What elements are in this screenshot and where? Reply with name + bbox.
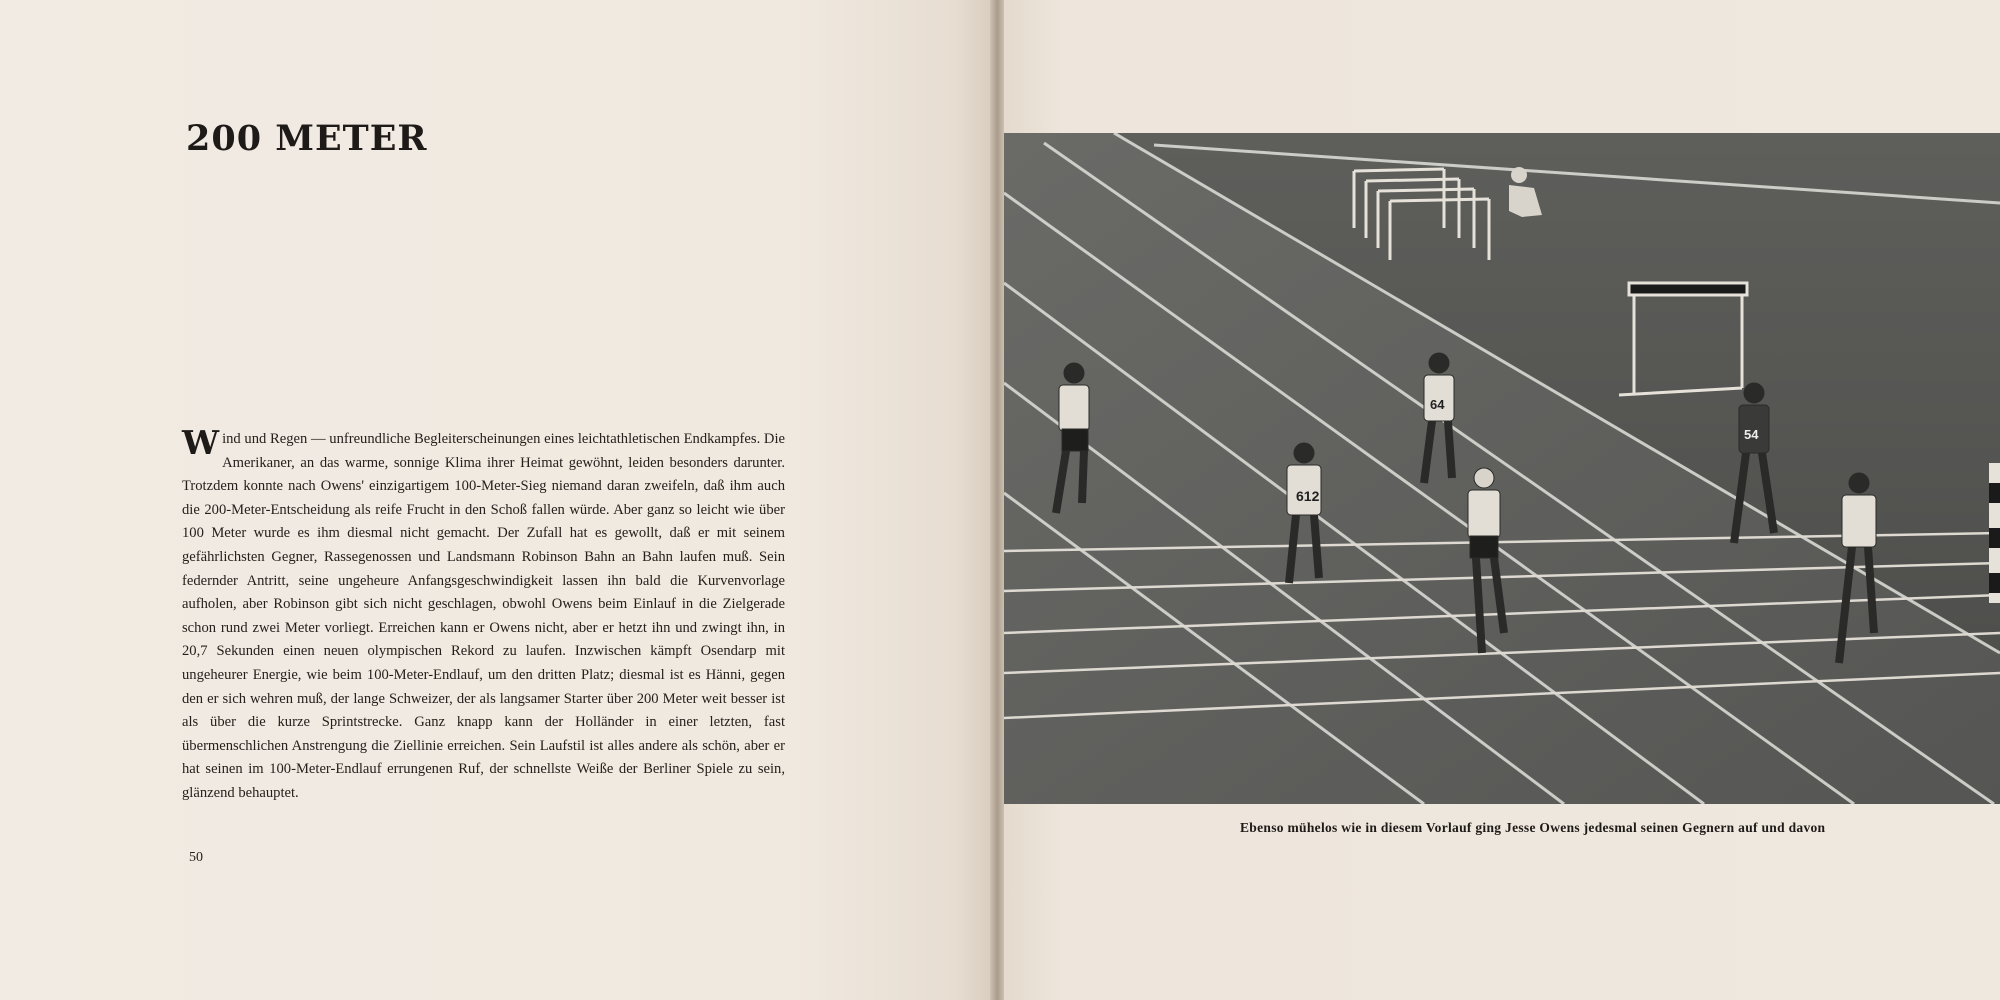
left-page bbox=[0, 0, 995, 1000]
photo-caption: Ebenso mühelos wie in diesem Vorlauf ging Jesse Owens jedesmal seinen Gegnern auf und davon bbox=[1240, 820, 1826, 835]
bib-number: 54 bbox=[1744, 427, 1759, 442]
body-paragraph bbox=[182, 423, 785, 806]
corner-flag-post bbox=[1989, 463, 2000, 603]
chapter-heading: 200 METER bbox=[186, 118, 428, 159]
race-photograph bbox=[1004, 133, 2000, 804]
drop-cap: W bbox=[182, 423, 220, 462]
bib-number: 612 bbox=[1296, 488, 1320, 504]
page-number: 50 bbox=[189, 850, 203, 865]
bib-number: 64 bbox=[1430, 397, 1445, 412]
body-text bbox=[182, 423, 785, 806]
paragraph-text: ind und Regen — unfreundliche Begleiterscheinungen eines leichtathletischen Endkampfes. Die Amerikaner, an das warme, sonnige Klima ihrer Heimat gewöhnt, leiden besonders darunter. Trotzdem konnte nach Owens' einzigartigem 100-Meter-Sieg niemand daran zweifeln, daß ihm auch die 200-Meter-Entscheidung als reife Frucht in den Schoß fallen würde. Aber ganz so leicht wie über 100 Meter wurde es ihm diesmal nicht gemacht. Der Zufall hat es gewollt, daß er mit seinem gefährlichsten Gegner, Rassegenossen und Landsmann Robinson Bahn an Bahn laufen muß. Sein federnder Antritt, seine ungeheure Anfangsgeschwindigkeit lassen ihn bald die Kurvenvorlage aufholen, aber Robinson gibt sich nicht geschlagen, obwohl Owens beim Einlauf in die Zielgerade schon rund zwei Meter vorliegt. Erreichen kann er Owens nicht, aber er hetzt ihn und zwingt ihn, in 20,7 Sekunden einen neuen olympischen Rekord zu laufen. Inzwischen kämpft Osendarp mit ungeheurer Energie, wie beim 100-Meter-Endlauf, um den dritten Platz; diesmal ist es Hänni, gegen den er sich wehren muß, der lange Schweizer, der als langsamer Starter über 200 Meter weit besser ist als über die kurze Sprintstrecke. Ganz knapp kann der Holländer in einer letzten, fast übermenschlichen Anstrengung die Ziellinie erreichen. Sein Laufstil ist alles andere als schön, aber er hat seinen im 100-Meter-Endlauf errungenen Ruf, der schnellste Weiße der Berliner Spiele zu sein, glänzend behauptet. bbox=[182, 431, 785, 801]
